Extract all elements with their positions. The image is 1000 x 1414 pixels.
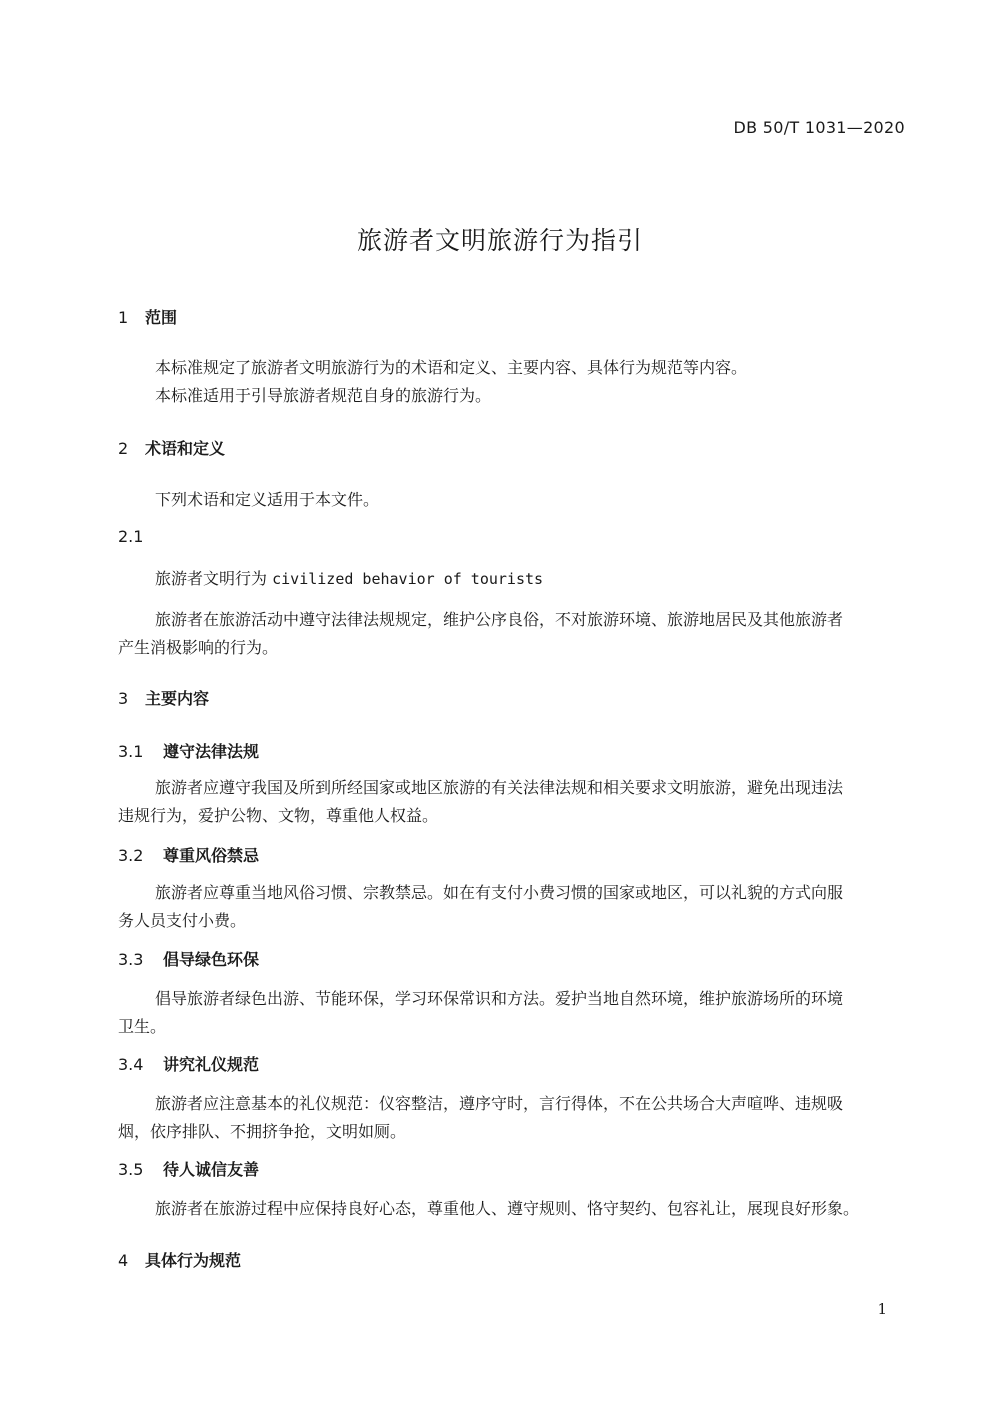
subsection-title: 遵守法律法规 xyxy=(163,742,260,761)
paragraph-line: 违规行为，爱护公物、文物，尊重他人权益。 xyxy=(118,806,439,825)
subsection-heading-3-1 xyxy=(118,739,259,762)
paragraph-line: 倡导旅游者绿色出游、节能环保，学习环保常识和方法。爱护当地自然环境，维护旅游场所的环境 xyxy=(155,989,844,1008)
section-number: 4 xyxy=(118,1251,129,1270)
subsection-number: 3.5 xyxy=(118,1160,144,1179)
section-heading-2 xyxy=(118,436,225,459)
section-title: 范围 xyxy=(145,308,178,327)
paragraph-line: 产生消极影响的行为。 xyxy=(118,638,279,657)
term-english: civilized behavior of tourists xyxy=(272,570,544,588)
section-number: 1 xyxy=(118,308,129,327)
paragraph-line: 烟，依序排队、不拥挤争抢，文明如厕。 xyxy=(118,1122,407,1141)
subsection-number: 3.3 xyxy=(118,950,144,969)
subsection-title: 待人诚信友善 xyxy=(163,1160,260,1179)
section-heading-4 xyxy=(118,1248,241,1271)
subsection-title: 尊重风俗禁忌 xyxy=(163,846,260,865)
section-title: 术语和定义 xyxy=(145,439,226,458)
subsection-heading-2-1 xyxy=(118,527,143,546)
section-title: 主要内容 xyxy=(145,689,210,708)
subsection-heading-3-3 xyxy=(118,947,259,970)
paragraph-line: 下列术语和定义适用于本文件。 xyxy=(155,490,380,509)
section-number: 2 xyxy=(118,439,129,458)
page-number: 1 xyxy=(877,1300,887,1318)
paragraph-line: 本标准规定了旅游者文明旅游行为的术语和定义、主要内容、具体行为规范等内容。 xyxy=(155,358,748,377)
paragraph-line: 旅游者在旅游过程中应保持良好心态，尊重他人、遵守规则、恪守契约、包容礼让，展现良好形象。 xyxy=(155,1199,860,1218)
document-title: 旅游者文明旅游行为指引 xyxy=(356,226,643,255)
subsection-number: 3.2 xyxy=(118,846,144,865)
paragraph-line: 本标准适用于引导旅游者规范自身的旅游行为。 xyxy=(155,386,492,405)
term-entry xyxy=(155,566,543,589)
subsection-title: 倡导绿色环保 xyxy=(163,950,260,969)
document-code: DB 50/T 1031—2020 xyxy=(733,118,905,137)
subsection-heading-3-4 xyxy=(118,1052,259,1075)
paragraph-line: 务人员支付小费。 xyxy=(118,911,247,930)
subsection-number: 3.4 xyxy=(118,1055,144,1074)
term-chinese: 旅游者文明行为 xyxy=(155,569,268,588)
subsection-title: 讲究礼仪规范 xyxy=(163,1055,260,1074)
subsection-heading-3-2 xyxy=(118,843,259,866)
subsection-number: 2.1 xyxy=(118,527,144,546)
section-heading-1 xyxy=(118,305,177,328)
subsection-number: 3.1 xyxy=(118,742,144,761)
paragraph-line: 旅游者应尊重当地风俗习惯、宗教禁忌。如在有支付小费习惯的国家或地区，可以礼貌的方式向服 xyxy=(155,883,844,902)
section-heading-3 xyxy=(118,686,209,709)
section-title: 具体行为规范 xyxy=(145,1251,242,1270)
subsection-heading-3-5 xyxy=(118,1157,259,1180)
paragraph-line: 旅游者应遵守我国及所到所经国家或地区旅游的有关法律法规和相关要求文明旅游，避免出现违法 xyxy=(155,778,844,797)
section-number: 3 xyxy=(118,689,129,708)
paragraph-line: 卫生。 xyxy=(118,1017,167,1036)
paragraph-line: 旅游者应注意基本的礼仪规范：仪容整洁，遵序守时，言行得体，不在公共场合大声喧哗、违规吸 xyxy=(155,1094,844,1113)
paragraph-line: 旅游者在旅游活动中遵守法律法规规定，维护公序良俗，不对旅游环境、旅游地居民及其他旅游者 xyxy=(155,610,844,629)
